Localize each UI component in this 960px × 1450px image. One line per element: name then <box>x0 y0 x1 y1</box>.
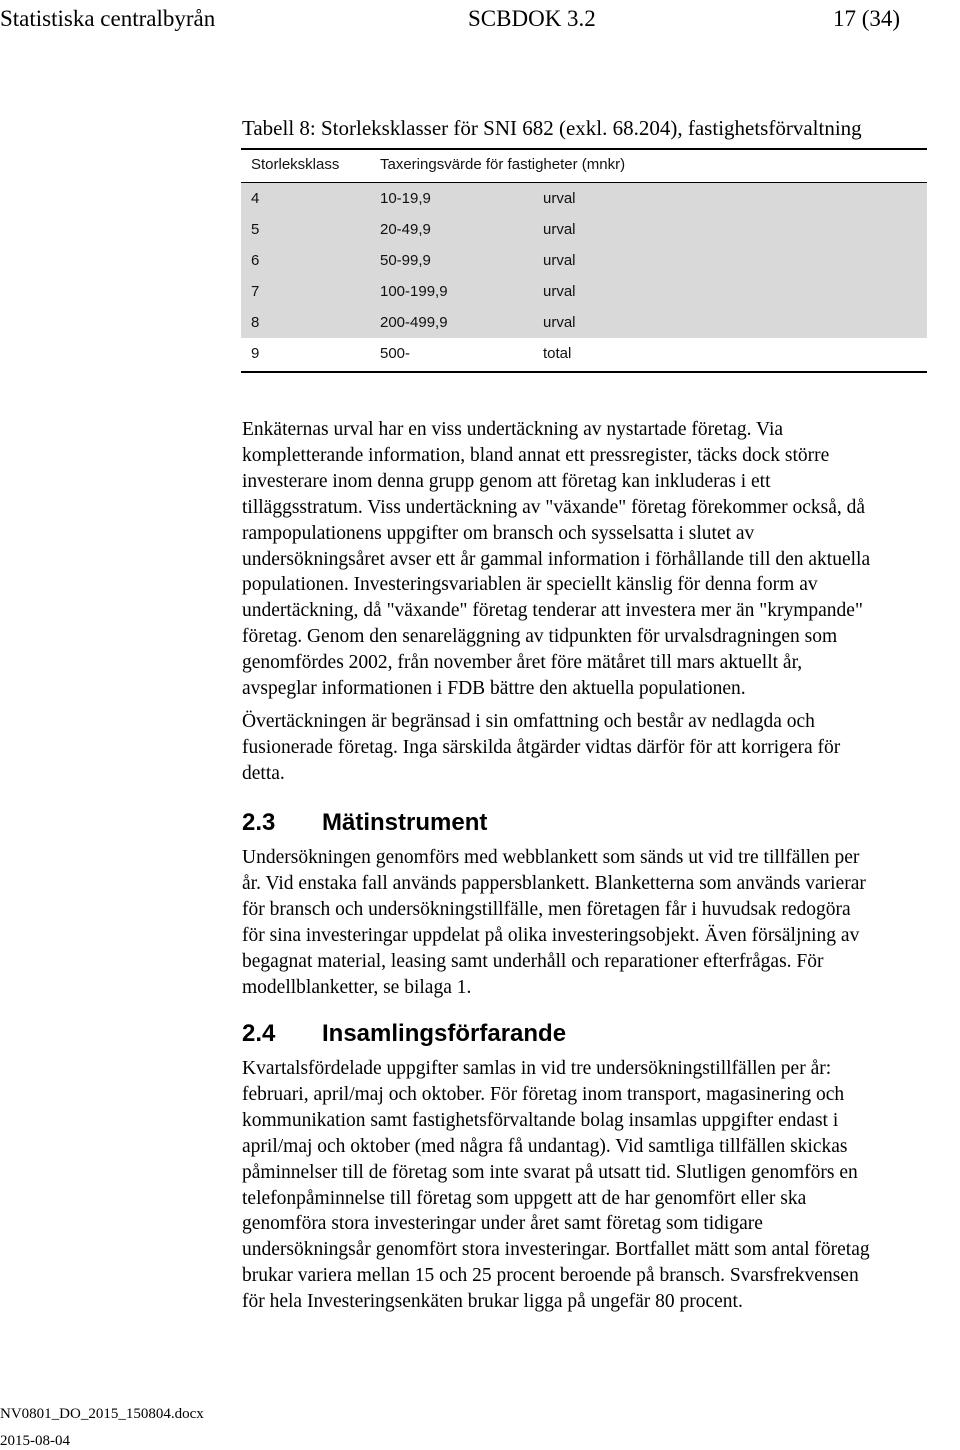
text-line: Enkäternas urval har en viss undertäckning av nystartade företag. Via <box>242 419 784 440</box>
page-number: 17 (34) <box>833 6 901 31</box>
section-title: Insamlingsförfarande <box>322 1020 567 1047</box>
section-title: Mätinstrument <box>322 809 488 836</box>
footer-filename: NV0801_DO_2015_150804.docx <box>0 1406 204 1422</box>
table-row <box>241 245 927 276</box>
cell-tax-value-range: 20-49,9 <box>380 221 431 238</box>
text-line: avspeglar informationen i FDB bättre den aktuella populationen. <box>242 678 746 700</box>
table-row <box>241 338 927 369</box>
text-line: fusionerade företag. Inga särskilda åtgärder vidtas därför för att korrigera för <box>242 736 841 758</box>
section-number: 2.4 <box>242 1020 276 1047</box>
cell-size-class: 9 <box>251 345 260 362</box>
cell-selection-method: urval <box>543 252 576 269</box>
cell-size-class: 6 <box>251 252 260 269</box>
column-header-tax-value: Taxeringsvärde för fastigheter (mnkr) <box>380 156 626 173</box>
text-line: april/maj och oktober (med några få undantag). Vid samtliga tillfällen skickas <box>242 1135 848 1157</box>
document-code: SCBDOK 3.2 <box>468 6 596 31</box>
text-line: Undersökningen genomförs med webblankett som sänds ut vid tre tillfällen per <box>242 847 860 868</box>
cell-tax-value-range: 100-199,9 <box>380 283 448 300</box>
size-class-table <box>241 148 927 373</box>
footer-date: 2015-08-04 <box>0 1433 70 1449</box>
text-line: för hela Investeringsenkäten brukar ligga på ungefär 80 procent. <box>242 1291 743 1313</box>
table-title: Tabell 8: Storleksklasser för SNI 682 (exkl. 68.204), fastighetsförvaltning <box>242 116 862 140</box>
section-number: 2.3 <box>242 809 276 836</box>
text-line: detta. <box>242 762 285 784</box>
table-bottom-rule <box>241 371 927 373</box>
text-line: rampopulationens uppgifter om bransch och sysselsatta i slutet av <box>242 522 755 544</box>
column-header-size-class: Storleksklass <box>251 156 340 173</box>
text-line: tilläggsstratum. Viss undertäckning av "växande" företag förekommer också, då <box>242 496 866 518</box>
text-line: kommunikation samt fastighetsförvaltande bolag insamlas uppgifter endast i <box>242 1109 839 1131</box>
text-line: Övertäckningen är begränsad i sin omfattning och består av nedlagda och <box>242 711 815 732</box>
cell-selection-method: urval <box>543 190 576 207</box>
text-line: kompletterande information, bland annat ett pressregister, täcks dock större <box>242 444 830 466</box>
section-heading-2-4 <box>242 1019 566 1049</box>
table-row <box>241 214 927 245</box>
table-row <box>241 276 927 307</box>
text-line: februari, april/maj och oktober. För företag inom transport, magasinering och <box>242 1083 845 1105</box>
text-line: investerare inom denna grupp genom att företag kan inkluderas i ett <box>242 470 771 492</box>
cell-tax-value-range: 10-19,9 <box>380 190 431 207</box>
paragraph-measurement-instrument <box>242 845 960 1000</box>
text-line: telefonpåminnelse till företag som uppgett att de har genomfört eller ska <box>242 1187 807 1209</box>
text-line: Kvartalsfördelade uppgifter samlas in vid tre undersökningstillfällen per år: <box>242 1058 832 1079</box>
cell-selection-method: urval <box>543 221 576 238</box>
text-line: modellblanketter, se bilaga 1. <box>242 976 472 998</box>
text-line: företag. Genom den senareläggning av tidpunkten för urvalsdragningen som <box>242 626 838 648</box>
text-line: undersökningsåret avser ett år gammal information i förhållande till den aktuella <box>242 548 871 570</box>
cell-size-class: 8 <box>251 314 260 331</box>
text-line: genomfördes 2002, från november året före mätåret till mars aktuellt år, <box>242 652 803 674</box>
cell-size-class: 5 <box>251 221 260 238</box>
text-line: undertäckning, då "växande" företag tenderar att investera mer än "krympande" <box>242 600 863 622</box>
cell-tax-value-range: 200-499,9 <box>380 314 448 331</box>
cell-tax-value-range: 500- <box>380 345 411 362</box>
cell-size-class: 7 <box>251 283 260 300</box>
table-row <box>241 183 927 214</box>
organization-name: Statistiska centralbyrån <box>0 6 216 31</box>
table-header-row <box>241 150 927 183</box>
text-line: begagnat material, leasing samt underhåll och reparationer efterfrågas. För <box>242 950 824 972</box>
table-row <box>241 307 927 338</box>
text-line: undersökningsår genomfört stora investeringar. Bortfallet mätt som antal företag <box>242 1239 870 1261</box>
cell-selection-method: urval <box>543 283 576 300</box>
text-line: genomföra stora investeringar under året samt företag som tidigare <box>242 1213 763 1235</box>
text-line: brukar variera mellan 15 och 25 procent beroende på bransch. Svarsfrekvensen <box>242 1265 859 1287</box>
text-line: populationen. Investeringsvariablen är speciellt känslig för denna form av <box>242 574 818 596</box>
text-line: påminnelser till de företag som inte svarat på utsatt tid. Slutligen genomförs en <box>242 1161 858 1183</box>
text-line: för bransch och undersökningstillfälle, men företagen får i huvudsak redogöra <box>242 898 851 920</box>
cell-size-class: 4 <box>251 190 260 207</box>
cell-selection-method: total <box>543 345 572 362</box>
cell-selection-method: urval <box>543 314 576 331</box>
text-line: år. Vid enstaka fall används pappersblankett. Blanketterna som används varierar <box>242 872 866 894</box>
text-line: för sina investeringar uppdelat på olika investeringsobjekt. Även försäljning av <box>242 924 860 946</box>
paragraph-collection-procedure <box>242 1056 960 1315</box>
paragraph-overcoverage <box>242 709 960 787</box>
section-heading-2-3 <box>242 808 487 838</box>
page-header <box>0 4 960 34</box>
paragraph-undercoverage <box>242 417 960 702</box>
cell-tax-value-range: 50-99,9 <box>380 252 431 269</box>
